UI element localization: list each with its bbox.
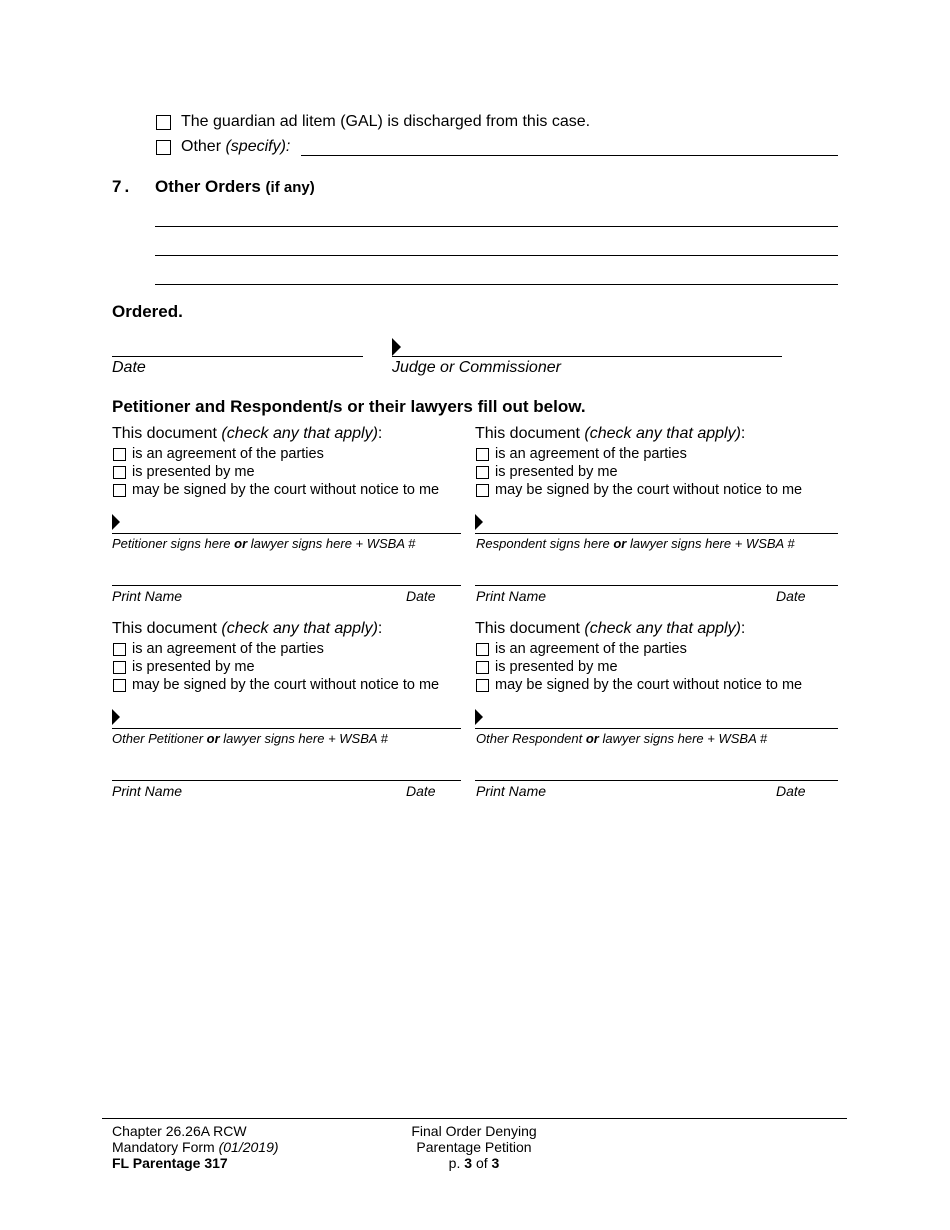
page-of: of: [475, 1155, 488, 1171]
parties-heading: Petitioner and Respondent/s or their lawyers fill out below.: [112, 397, 586, 416]
doc-colon: :: [377, 620, 383, 637]
respondent-sign-line[interactable]: [475, 533, 838, 534]
sig-who: Petitioner signs here: [112, 536, 231, 551]
other-respondent-opt-agreement: [476, 641, 687, 657]
respondent-agreement-checkbox[interactable]: [476, 448, 489, 461]
respondent-print-line[interactable]: [475, 585, 838, 586]
other-respondent-presented-checkbox[interactable]: [476, 661, 489, 674]
sig-lawyer: lawyer signs here + WSBA #: [629, 536, 795, 551]
judge-sign-line[interactable]: [392, 356, 782, 357]
footer-chapter: Chapter 26.26A RCW: [112, 1123, 247, 1139]
page-total: 3: [491, 1155, 500, 1171]
other-respondent-sign-label: [476, 731, 767, 746]
doc-prefix: This document: [112, 620, 217, 637]
other-petitioner-opt-signed: [113, 677, 439, 693]
doc-colon: :: [740, 425, 746, 442]
doc-check: (check any that apply): [584, 425, 741, 442]
section7-number: 7.: [112, 177, 133, 196]
other-respondent-opt-signed: [476, 677, 802, 693]
petitioner-opt-signed: [113, 482, 439, 498]
other-petitioner-date-label: Date: [406, 783, 436, 799]
other-checkbox[interactable]: [156, 140, 171, 155]
other-respondent-signed-checkbox[interactable]: [476, 679, 489, 692]
sig-or: or: [585, 731, 599, 746]
petitioner-sign-line[interactable]: [112, 533, 461, 534]
opt-label: may be signed by the court without notice to me: [132, 677, 440, 693]
doc-prefix: This document: [475, 425, 580, 442]
doc-check: (check any that apply): [221, 620, 378, 637]
sig-who: Other Petitioner: [112, 731, 204, 746]
section7-title-suffix: (if any): [265, 179, 315, 196]
judge-label: Judge or Commissioner: [392, 359, 561, 376]
other-petitioner-doc-heading: [112, 620, 382, 638]
footer-form-number: FL Parentage 317: [112, 1155, 228, 1171]
opt-label: is an agreement of the parties: [495, 446, 687, 462]
petitioner-signed-checkbox[interactable]: [113, 484, 126, 497]
other-option: [156, 138, 290, 156]
footer-form-date: (01/2019): [218, 1139, 279, 1155]
respondent-signed-checkbox[interactable]: [476, 484, 489, 497]
opt-label: is an agreement of the parties: [132, 446, 324, 462]
sig-who: Other Respondent: [476, 731, 583, 746]
other-respondent-print-line[interactable]: [475, 780, 838, 781]
other-respondent-sign-line[interactable]: [475, 728, 838, 729]
petitioner-presented-checkbox[interactable]: [113, 466, 126, 479]
other-petitioner-agreement-checkbox[interactable]: [113, 643, 126, 656]
doc-colon: :: [377, 425, 383, 442]
respondent-sign-label: [476, 536, 795, 551]
petitioner-opt-agreement: [113, 446, 324, 462]
sig-or: or: [613, 536, 627, 551]
petitioner-opt-presented: [113, 464, 255, 480]
other-respondent-sign-arrow-icon: [475, 709, 483, 725]
footer-page-number: [374, 1155, 574, 1171]
footer-center: [374, 1123, 574, 1171]
other-respondent-opt-presented: [476, 659, 618, 675]
other-specify-label: (specify):: [225, 138, 291, 155]
opt-label: may be signed by the court without notice to me: [495, 677, 803, 693]
respondent-opt-presented: [476, 464, 618, 480]
opt-label: may be signed by the court without notice to me: [132, 482, 440, 498]
sig-lawyer: lawyer signs here + WSBA #: [602, 731, 768, 746]
respondent-date-label: Date: [776, 588, 806, 604]
footer-mandatory-form: [112, 1139, 279, 1155]
doc-colon: :: [740, 620, 746, 637]
judge-sign-arrow-icon: [392, 338, 401, 356]
other-orders-line-3[interactable]: [155, 284, 838, 285]
other-petitioner-opt-agreement: [113, 641, 324, 657]
petitioner-print-name-label: Print Name: [112, 588, 183, 604]
opt-label: is an agreement of the parties: [495, 641, 687, 657]
petitioner-print-line[interactable]: [112, 585, 461, 586]
other-label: Other: [181, 138, 222, 155]
page-prefix: p.: [448, 1155, 461, 1171]
respondent-opt-agreement: [476, 446, 687, 462]
other-respondent-agreement-checkbox[interactable]: [476, 643, 489, 656]
petitioner-agreement-checkbox[interactable]: [113, 448, 126, 461]
ordered-date-label: Date: [112, 359, 146, 376]
respondent-presented-checkbox[interactable]: [476, 466, 489, 479]
other-orders-line-2[interactable]: [155, 255, 838, 256]
ordered-date-line[interactable]: [112, 356, 363, 357]
gal-discharged-option: [156, 113, 590, 131]
other-respondent-date-label: Date: [776, 783, 806, 799]
petitioner-doc-heading: [112, 425, 382, 443]
opt-label: may be signed by the court without notice to me: [495, 482, 803, 498]
respondent-doc-heading: [475, 425, 745, 443]
other-petitioner-signed-checkbox[interactable]: [113, 679, 126, 692]
petitioner-date-label: Date: [406, 588, 436, 604]
petitioner-sign-label: [112, 536, 415, 551]
respondent-print-name-label: Print Name: [476, 588, 547, 604]
footer-doc-title-1: Final Order Denying: [411, 1123, 537, 1139]
other-petitioner-print-line[interactable]: [112, 780, 461, 781]
other-petitioner-presented-checkbox[interactable]: [113, 661, 126, 674]
other-petitioner-print-name-label: Print Name: [112, 783, 183, 799]
footer-rule: [102, 1118, 847, 1119]
other-petitioner-sign-line[interactable]: [112, 728, 461, 729]
opt-label: is an agreement of the parties: [132, 641, 324, 657]
sig-or: or: [206, 731, 220, 746]
sig-or: or: [234, 536, 248, 551]
other-specify-line[interactable]: [301, 155, 838, 156]
footer-left: [112, 1123, 279, 1171]
page-num: 3: [464, 1155, 473, 1171]
gal-discharged-label: The guardian ad litem (GAL) is discharged from this case.: [181, 113, 591, 130]
footer-mandatory-label: Mandatory Form: [112, 1139, 215, 1155]
doc-check: (check any that apply): [221, 425, 378, 442]
footer-doc-title-2: Parentage Petition: [416, 1139, 532, 1155]
ordered-heading: Ordered.: [112, 302, 183, 321]
section7-title: [155, 177, 315, 197]
other-respondent-print-name-label: Print Name: [476, 783, 547, 799]
opt-label: is presented by me: [132, 659, 255, 675]
doc-check: (check any that apply): [584, 620, 741, 637]
other-petitioner-opt-presented: [113, 659, 255, 675]
sig-who: Respondent signs here: [476, 536, 610, 551]
opt-label: is presented by me: [132, 464, 255, 480]
respondent-opt-signed: [476, 482, 802, 498]
other-petitioner-sign-label: [112, 731, 388, 746]
section7-title-text: Other Orders: [155, 177, 261, 196]
opt-label: is presented by me: [495, 464, 618, 480]
other-respondent-doc-heading: [475, 620, 745, 638]
sig-lawyer: lawyer signs here + WSBA #: [223, 731, 388, 746]
gal-discharged-checkbox[interactable]: [156, 115, 171, 130]
doc-prefix: This document: [112, 425, 217, 442]
sig-lawyer: lawyer signs here + WSBA #: [250, 536, 416, 551]
other-orders-line-1[interactable]: [155, 226, 838, 227]
doc-prefix: This document: [475, 620, 580, 637]
opt-label: is presented by me: [495, 659, 618, 675]
petitioner-sign-arrow-icon: [112, 514, 120, 530]
respondent-sign-arrow-icon: [475, 514, 483, 530]
other-petitioner-sign-arrow-icon: [112, 709, 120, 725]
